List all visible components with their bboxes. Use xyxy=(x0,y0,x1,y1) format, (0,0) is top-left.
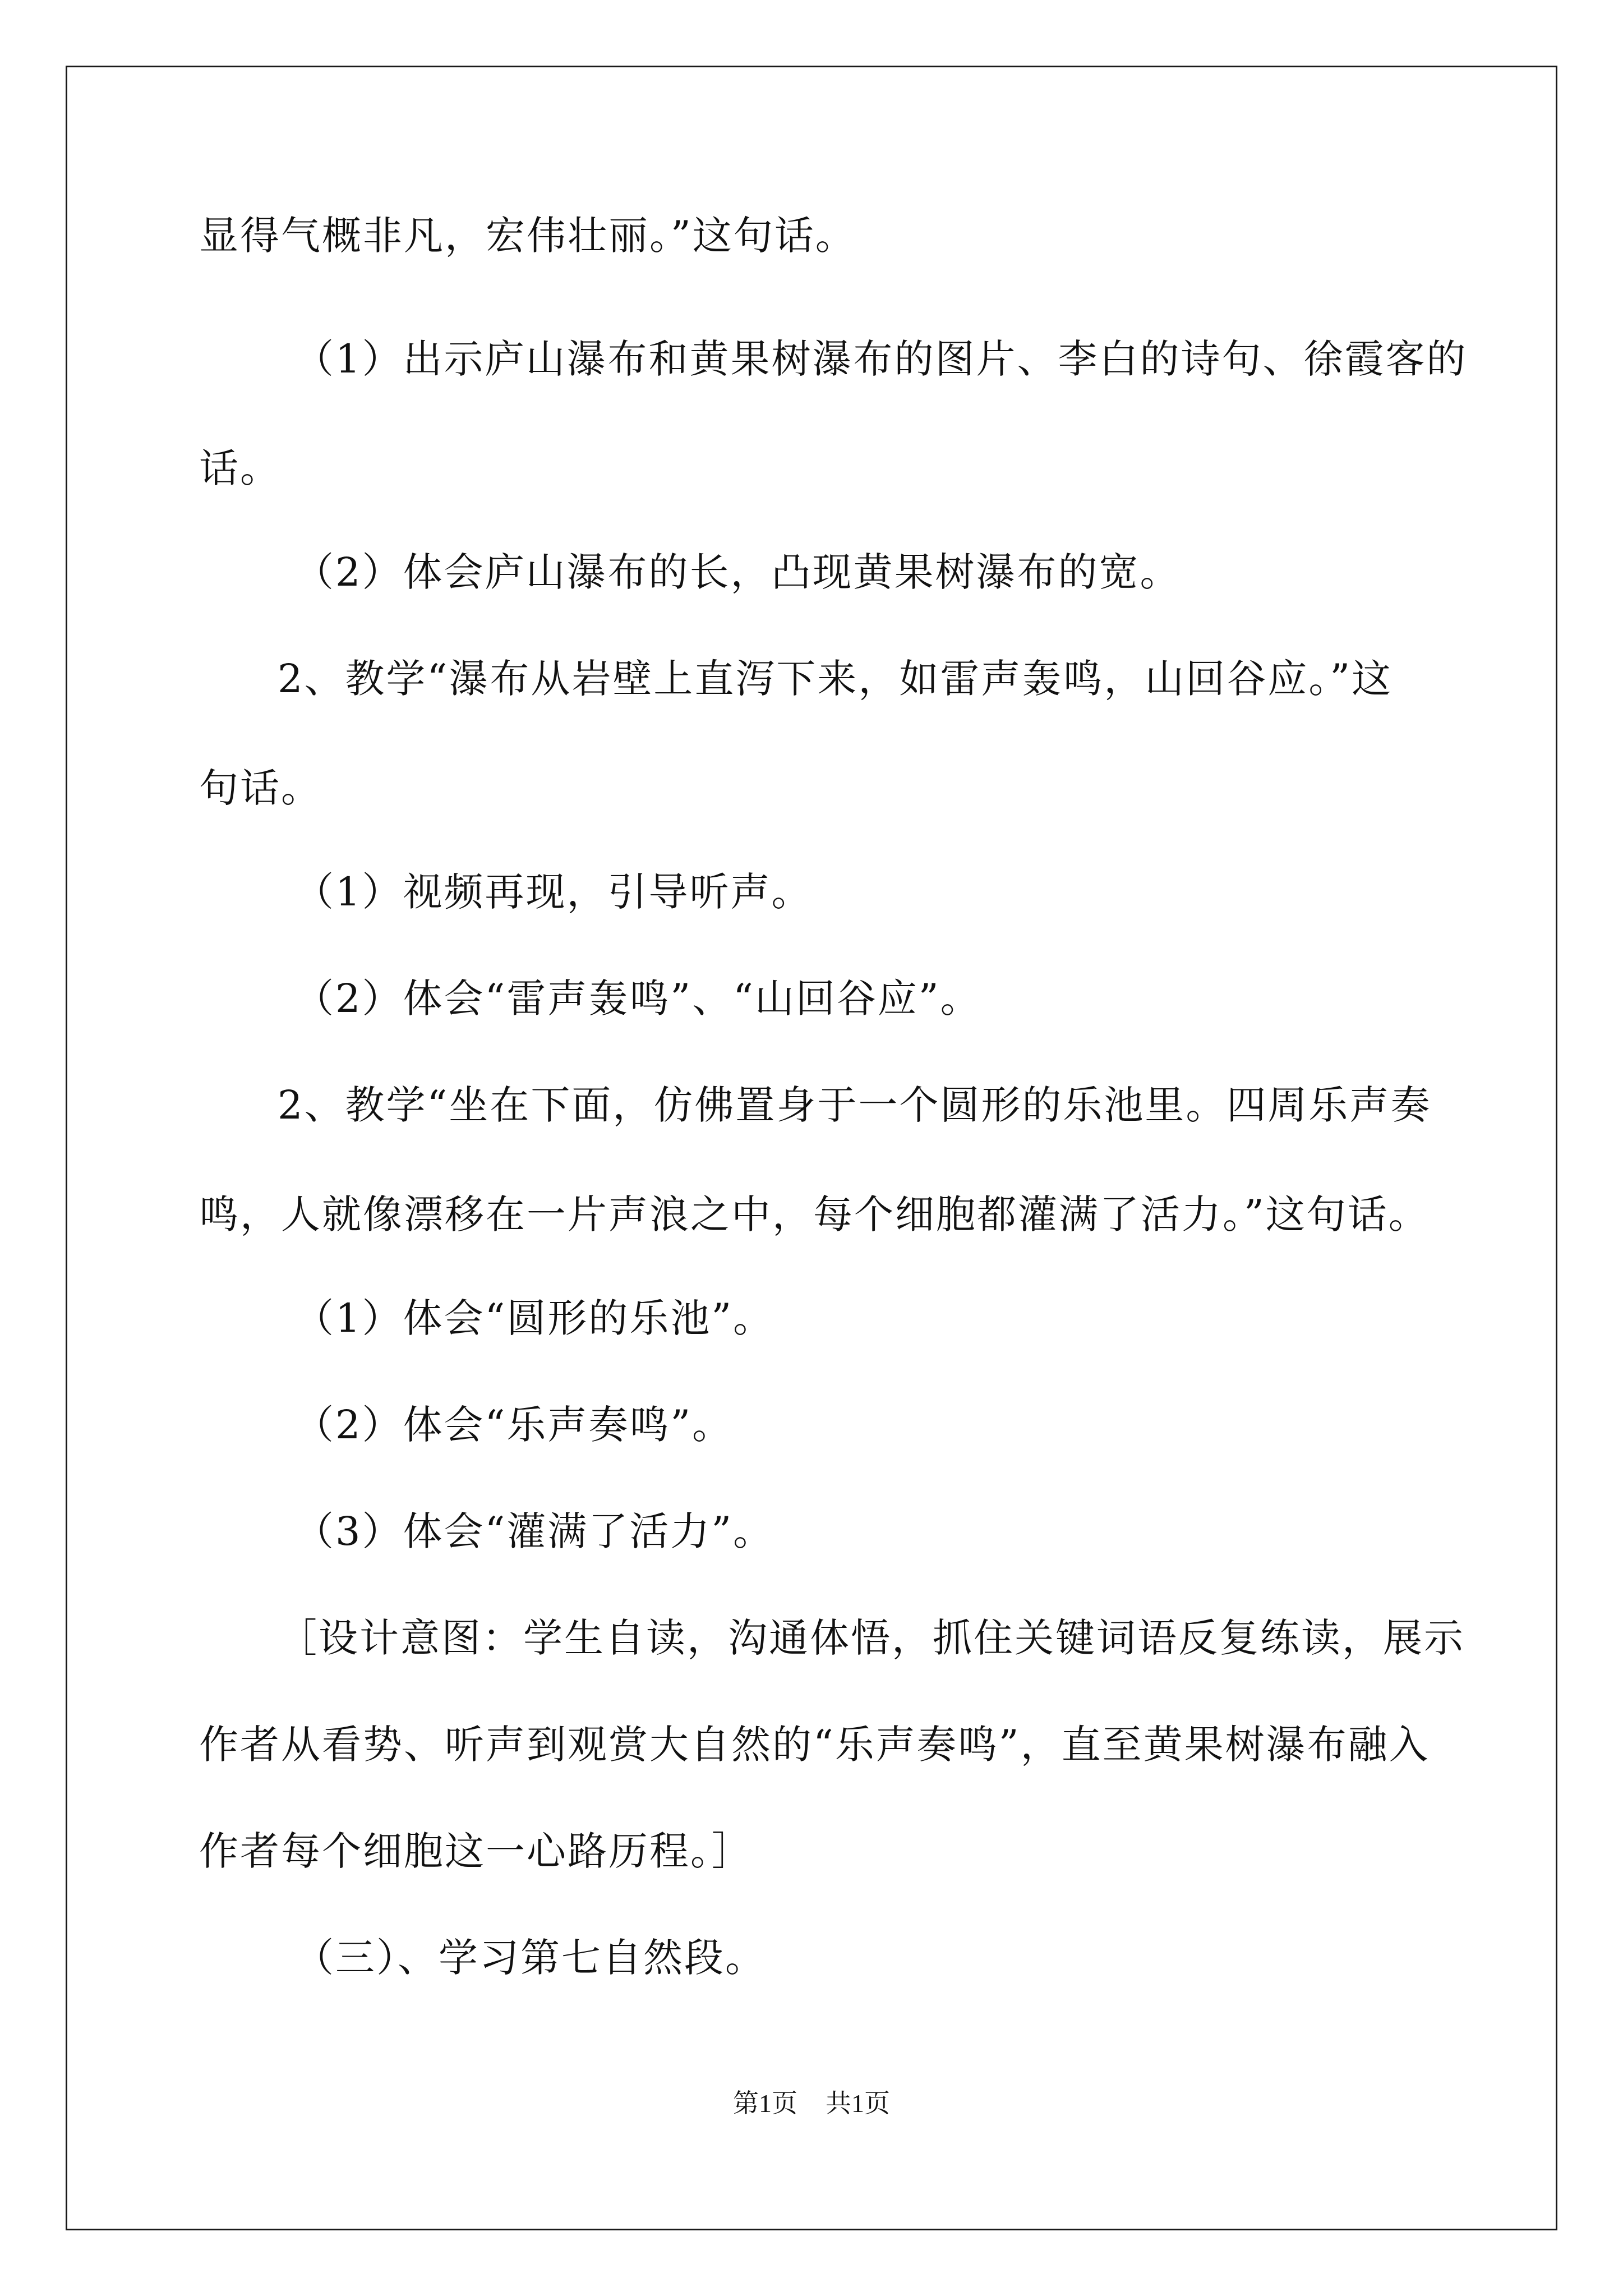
text-line: ［设计意图：学生自读，沟通体悟，抓住关键词语反复练读，展示 xyxy=(278,1615,1465,1661)
text-line: 显得气概非凡，宏伟壮丽。”这句话。 xyxy=(199,213,856,259)
text-line: 2、教学“坐在下面，仿佛置身于一个圆形的乐池里。四周乐声奏 xyxy=(278,1082,1432,1128)
text-line: （1）体会“圆形的乐池”。 xyxy=(294,1295,774,1341)
text-line: 鸣，人就像漂移在一片声浪之中，每个细胞都灌满了活力。”这句话。 xyxy=(199,1191,1430,1237)
text-line: 作者从看势、听声到观赏大自然的“乐声奏鸣”，直至黄果树瀑布融入 xyxy=(199,1722,1430,1768)
text-line: 句话。 xyxy=(199,765,322,811)
page-number: 第1页 xyxy=(733,2089,797,2118)
page-footer xyxy=(0,2087,1623,2120)
text-line: （1）视频再现，引导听声。 xyxy=(294,869,813,915)
text-line: （2）体会“雷声轰鸣”、“山回谷应”。 xyxy=(294,976,981,1022)
text-line: （2）体会“乐声奏鸣”。 xyxy=(294,1402,734,1448)
text-line: （3）体会“灌满了活力”。 xyxy=(294,1508,774,1554)
total-pages: 共1页 xyxy=(826,2089,890,2118)
page-border xyxy=(66,66,1557,2230)
text-line: （2）体会庐山瀑布的长，凸现黄果树瀑布的宽。 xyxy=(294,549,1181,595)
text-line: （三）、学习第七自然段。 xyxy=(294,1935,766,1981)
text-line: 作者每个细胞这一心路历程。］ xyxy=(199,1828,753,1874)
text-line: （1）出示庐山瀑布和黄果树瀑布的图片、李白的诗句、徐霞客的 xyxy=(294,336,1468,382)
text-line: 话。 xyxy=(199,445,281,491)
text-line: 2、教学“瀑布从岩壁上直泻下来，如雷声轰鸣，山回谷应。”这 xyxy=(278,656,1393,702)
